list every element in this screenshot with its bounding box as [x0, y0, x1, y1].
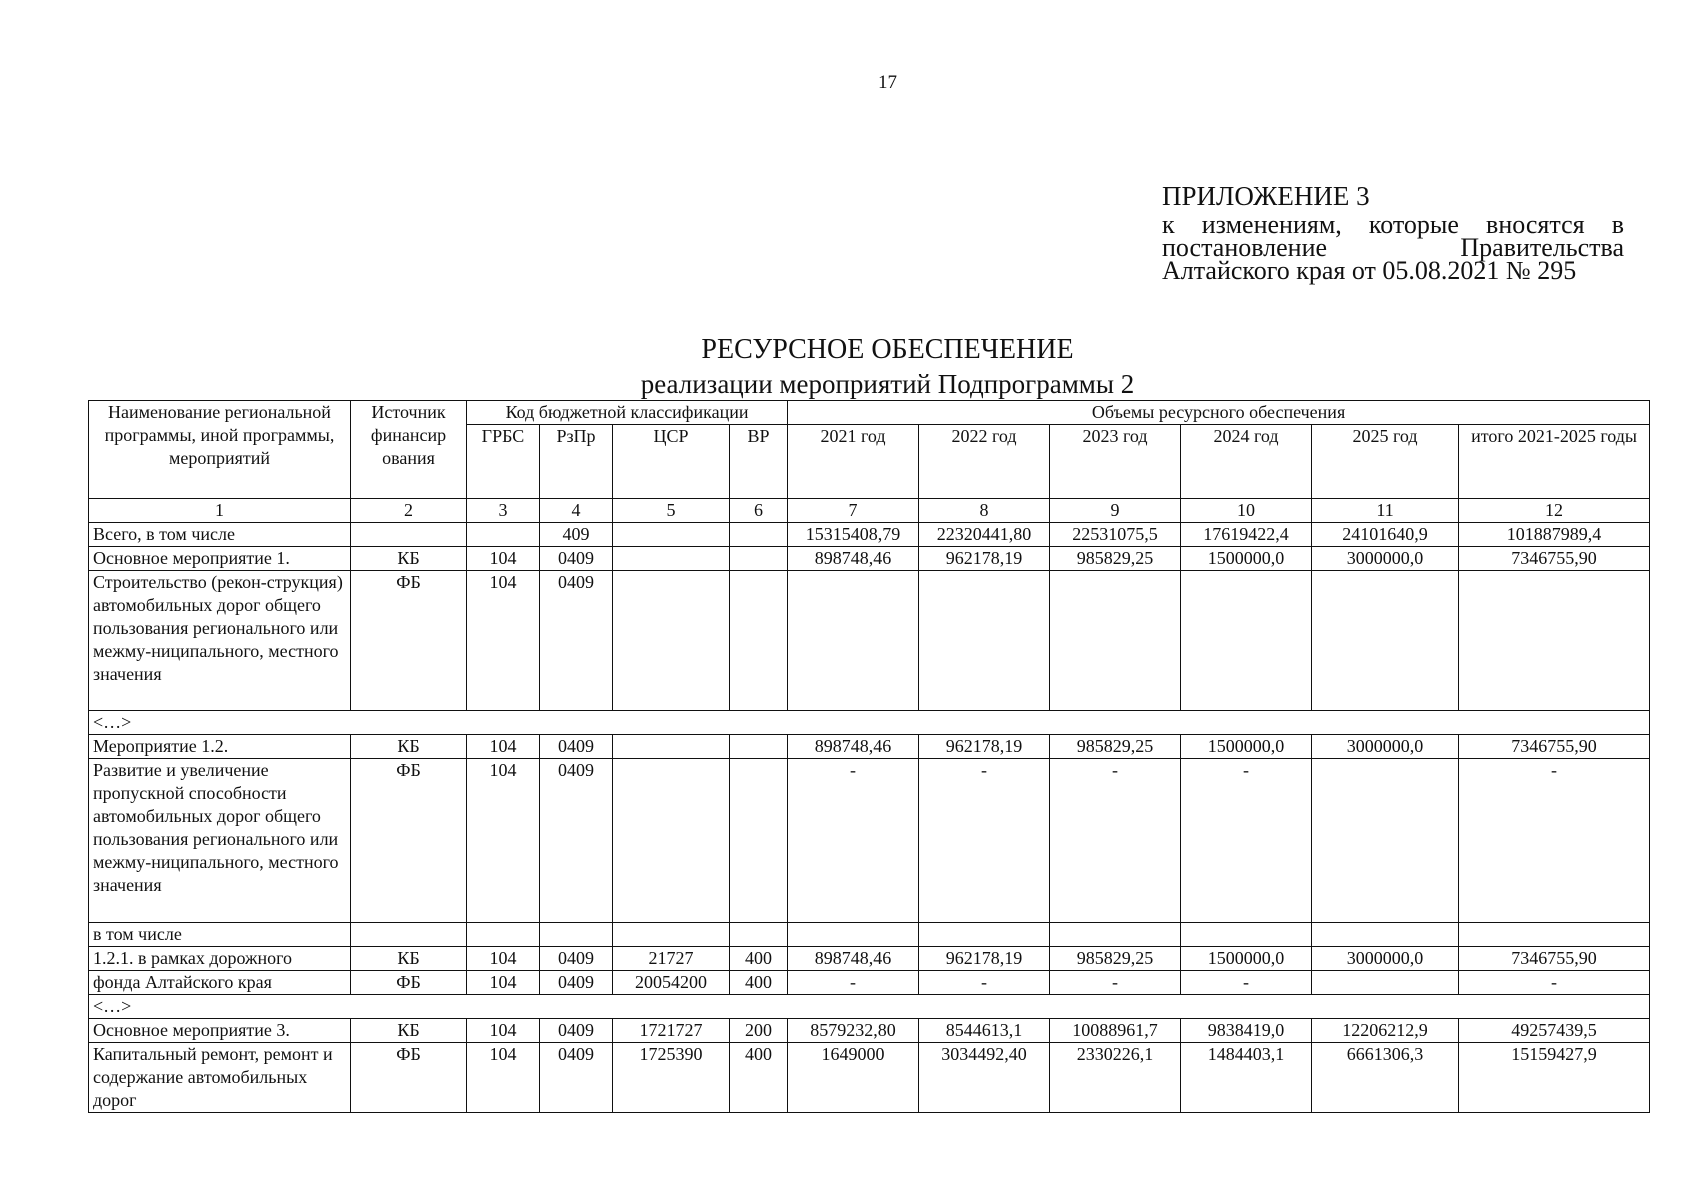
empty-cell	[1459, 923, 1650, 947]
column-number: 12	[1459, 499, 1650, 523]
column-numbers-row	[89, 499, 1650, 523]
resource-table	[88, 400, 1650, 1113]
cell-2024: 9838419,0	[1181, 1019, 1312, 1043]
header-row-1	[89, 401, 1650, 425]
cell-2022: 22320441,80	[919, 523, 1050, 547]
cell-2024: 1484403,1	[1181, 1043, 1312, 1113]
cell-2021: 898748,46	[788, 735, 919, 759]
empty-cell	[613, 923, 730, 947]
cell-csr	[613, 759, 730, 923]
row-name-description: Капитальный ремонт, ремонт и содержание автомобильных дорог	[89, 1043, 351, 1113]
cell-2023: -	[1050, 759, 1181, 923]
cell-2023: 985829,25	[1050, 947, 1181, 971]
header-volumes: Объемы ресурсного обеспечения	[788, 401, 1650, 425]
cell-vr: 200	[730, 1019, 788, 1043]
total-row	[89, 523, 1650, 547]
column-number: 10	[1181, 499, 1312, 523]
cell-rzpr: 0409	[540, 547, 613, 571]
cell-vr: 400	[730, 971, 788, 995]
cell-2025: 3000000,0	[1312, 947, 1459, 971]
cell-grbs: 104	[467, 1043, 540, 1113]
empty-cell	[1181, 923, 1312, 947]
activity12-fb-row	[89, 759, 1650, 923]
column-number: 3	[467, 499, 540, 523]
column-number: 11	[1312, 499, 1459, 523]
cell-grbs: 104	[467, 759, 540, 923]
cell-csr: 20054200	[613, 971, 730, 995]
cell-source: КБ	[351, 1019, 467, 1043]
header-budget-code: Код бюджетной классификации	[467, 401, 788, 425]
cell-grbs	[467, 523, 540, 547]
cell-2025: 12206212,9	[1312, 1019, 1459, 1043]
cell-rzpr: 0409	[540, 971, 613, 995]
header-vr: ВР	[730, 425, 788, 499]
cell-2023: 2330226,1	[1050, 1043, 1181, 1113]
empty-cell	[467, 923, 540, 947]
row-name-description: Развитие и увеличение пропускной способности автомобильных дорог общего пользования регионального или межму-ниципального, местного значения	[89, 759, 351, 923]
cell-rzpr: 0409	[540, 1019, 613, 1043]
cell-rzpr: 0409	[540, 759, 613, 923]
row-name: Основное мероприятие 3.	[89, 1019, 351, 1043]
cell-2022: 962178,19	[919, 547, 1050, 571]
cell-2022: 962178,19	[919, 947, 1050, 971]
cell-source: ФБ	[351, 971, 467, 995]
header-2021: 2021 год	[788, 425, 919, 499]
cell-2022: 8544613,1	[919, 1019, 1050, 1043]
cell-2025	[1312, 571, 1459, 711]
cell-2024: -	[1181, 759, 1312, 923]
cell-grbs: 104	[467, 971, 540, 995]
empty-cell	[1050, 923, 1181, 947]
header-rzpr: РзПр	[540, 425, 613, 499]
cell-source: КБ	[351, 947, 467, 971]
empty-cell	[730, 923, 788, 947]
empty-cell	[919, 923, 1050, 947]
cell-grbs: 104	[467, 735, 540, 759]
cell-csr: 21727	[613, 947, 730, 971]
including-row	[89, 923, 1650, 947]
column-number: 9	[1050, 499, 1181, 523]
cell-2025: 24101640,9	[1312, 523, 1459, 547]
ellipsis: <…>	[89, 995, 1650, 1019]
cell-total: 101887989,4	[1459, 523, 1650, 547]
cell-rzpr: 0409	[540, 947, 613, 971]
cell-2021: 898748,46	[788, 947, 919, 971]
empty-cell	[540, 923, 613, 947]
cell-2021: -	[788, 971, 919, 995]
empty-cell	[788, 923, 919, 947]
cell-total: -	[1459, 759, 1650, 923]
cell-2023	[1050, 571, 1181, 711]
cell-2023: 985829,25	[1050, 735, 1181, 759]
cell-2022	[919, 571, 1050, 711]
header-2024: 2024 год	[1181, 425, 1312, 499]
column-number: 2	[351, 499, 467, 523]
row-name: Основное мероприятие 1.	[89, 547, 351, 571]
cell-vr	[730, 523, 788, 547]
cell-source	[351, 523, 467, 547]
cell-csr	[613, 547, 730, 571]
cell-2022: -	[919, 759, 1050, 923]
cell-2021	[788, 571, 919, 711]
ellipsis: <…>	[89, 711, 1650, 735]
cell-vr	[730, 735, 788, 759]
activity3-fb-row	[89, 1043, 1650, 1113]
appendix-block	[1162, 181, 1624, 285]
activity121-kb-row	[89, 947, 1650, 971]
row-name-description: Строительство (рекон-струкция) автомобильных дорог общего пользования регионального или межму-ниципального, местного значения	[89, 571, 351, 711]
cell-2025: 3000000,0	[1312, 547, 1459, 571]
cell-csr	[613, 523, 730, 547]
cell-2024: 1500000,0	[1181, 547, 1312, 571]
appendix-line-3: Алтайского края от 05.08.2021 № 295	[1162, 256, 1577, 285]
cell-2022: 962178,19	[919, 735, 1050, 759]
activity3-kb-row	[89, 1019, 1650, 1043]
column-number: 6	[730, 499, 788, 523]
activity121-fb-row	[89, 971, 1650, 995]
column-number: 1	[89, 499, 351, 523]
cell-2022: -	[919, 971, 1050, 995]
cell-source: ФБ	[351, 1043, 467, 1113]
cell-2022: 3034492,40	[919, 1043, 1050, 1113]
appendix-line-2: постановление Правительства	[1162, 233, 1624, 262]
cell-total: 15159427,9	[1459, 1043, 1650, 1113]
cell-2024: 1500000,0	[1181, 947, 1312, 971]
cell-2021: 1649000	[788, 1043, 919, 1113]
cell-2023: 10088961,7	[1050, 1019, 1181, 1043]
cell-source: ФБ	[351, 571, 467, 711]
cell-2024: 1500000,0	[1181, 735, 1312, 759]
cell-total: 7346755,90	[1459, 547, 1650, 571]
cell-2024	[1181, 571, 1312, 711]
cell-2024: 17619422,4	[1181, 523, 1312, 547]
activity12-kb-row	[89, 735, 1650, 759]
appendix-title: ПРИЛОЖЕНИЕ 3	[1162, 181, 1370, 211]
row-name: Всего, в том числе	[89, 523, 351, 547]
cell-grbs: 104	[467, 571, 540, 711]
row-name: Мероприятие 1.2.	[89, 735, 351, 759]
cell-vr	[730, 571, 788, 711]
cell-2023: -	[1050, 971, 1181, 995]
column-number: 8	[919, 499, 1050, 523]
cell-2025	[1312, 971, 1459, 995]
cell-2025	[1312, 759, 1459, 923]
cell-source: КБ	[351, 547, 467, 571]
row-name: фонда Алтайского края	[89, 971, 351, 995]
cell-2024: -	[1181, 971, 1312, 995]
header-2025: 2025 год	[1312, 425, 1459, 499]
header-grbs: ГРБС	[467, 425, 540, 499]
cell-vr	[730, 759, 788, 923]
cell-2023: 985829,25	[1050, 547, 1181, 571]
cell-vr: 400	[730, 947, 788, 971]
cell-grbs: 104	[467, 1019, 540, 1043]
cell-vr: 400	[730, 1043, 788, 1113]
cell-total: -	[1459, 971, 1650, 995]
header-2023: 2023 год	[1050, 425, 1181, 499]
cell-rzpr: 0409	[540, 1043, 613, 1113]
ellipsis-row	[89, 711, 1650, 735]
activity1-kb-row	[89, 547, 1650, 571]
cell-total: 49257439,5	[1459, 1019, 1650, 1043]
column-number: 4	[540, 499, 613, 523]
cell-2021: 15315408,79	[788, 523, 919, 547]
document-subtitle: реализации мероприятий Подпрограммы 2	[640, 369, 1135, 399]
cell-total: 7346755,90	[1459, 735, 1650, 759]
cell-2021: 8579232,80	[788, 1019, 919, 1043]
cell-2021: 898748,46	[788, 547, 919, 571]
activity1-fb-row	[89, 571, 1650, 711]
cell-2025: 6661306,3	[1312, 1043, 1459, 1113]
cell-csr: 1721727	[613, 1019, 730, 1043]
cell-rzpr: 409	[540, 523, 613, 547]
appendix-line-1: к изменениям, которые вносятся в	[1162, 210, 1624, 239]
row-name: 1.2.1. в рамках дорожного	[89, 947, 351, 971]
ellipsis-row	[89, 995, 1650, 1019]
cell-csr	[613, 735, 730, 759]
document-title: РЕСУРСНОЕ ОБЕСПЕЧЕНИЕ	[701, 334, 1074, 365]
header-source: Источник финансир ования	[351, 401, 467, 499]
column-number: 7	[788, 499, 919, 523]
cell-2023: 22531075,5	[1050, 523, 1181, 547]
header-total: итого 2021-2025 годы	[1459, 425, 1650, 499]
cell-2021: -	[788, 759, 919, 923]
cell-grbs: 104	[467, 547, 540, 571]
cell-source: ФБ	[351, 759, 467, 923]
cell-csr: 1725390	[613, 1043, 730, 1113]
cell-rzpr: 0409	[540, 571, 613, 711]
page-number: 17	[878, 72, 897, 93]
cell-csr	[613, 571, 730, 711]
cell-rzpr: 0409	[540, 735, 613, 759]
cell-vr	[730, 547, 788, 571]
empty-cell	[1312, 923, 1459, 947]
empty-cell	[351, 923, 467, 947]
cell-grbs: 104	[467, 947, 540, 971]
cell-total	[1459, 571, 1650, 711]
header-2022: 2022 год	[919, 425, 1050, 499]
header-name: Наименование региональной программы, иной программы, мероприятий	[89, 401, 351, 499]
column-number: 5	[613, 499, 730, 523]
cell-total: 7346755,90	[1459, 947, 1650, 971]
cell-2025: 3000000,0	[1312, 735, 1459, 759]
header-csr: ЦСР	[613, 425, 730, 499]
cell-source: КБ	[351, 735, 467, 759]
row-name: в том числе	[89, 923, 351, 947]
